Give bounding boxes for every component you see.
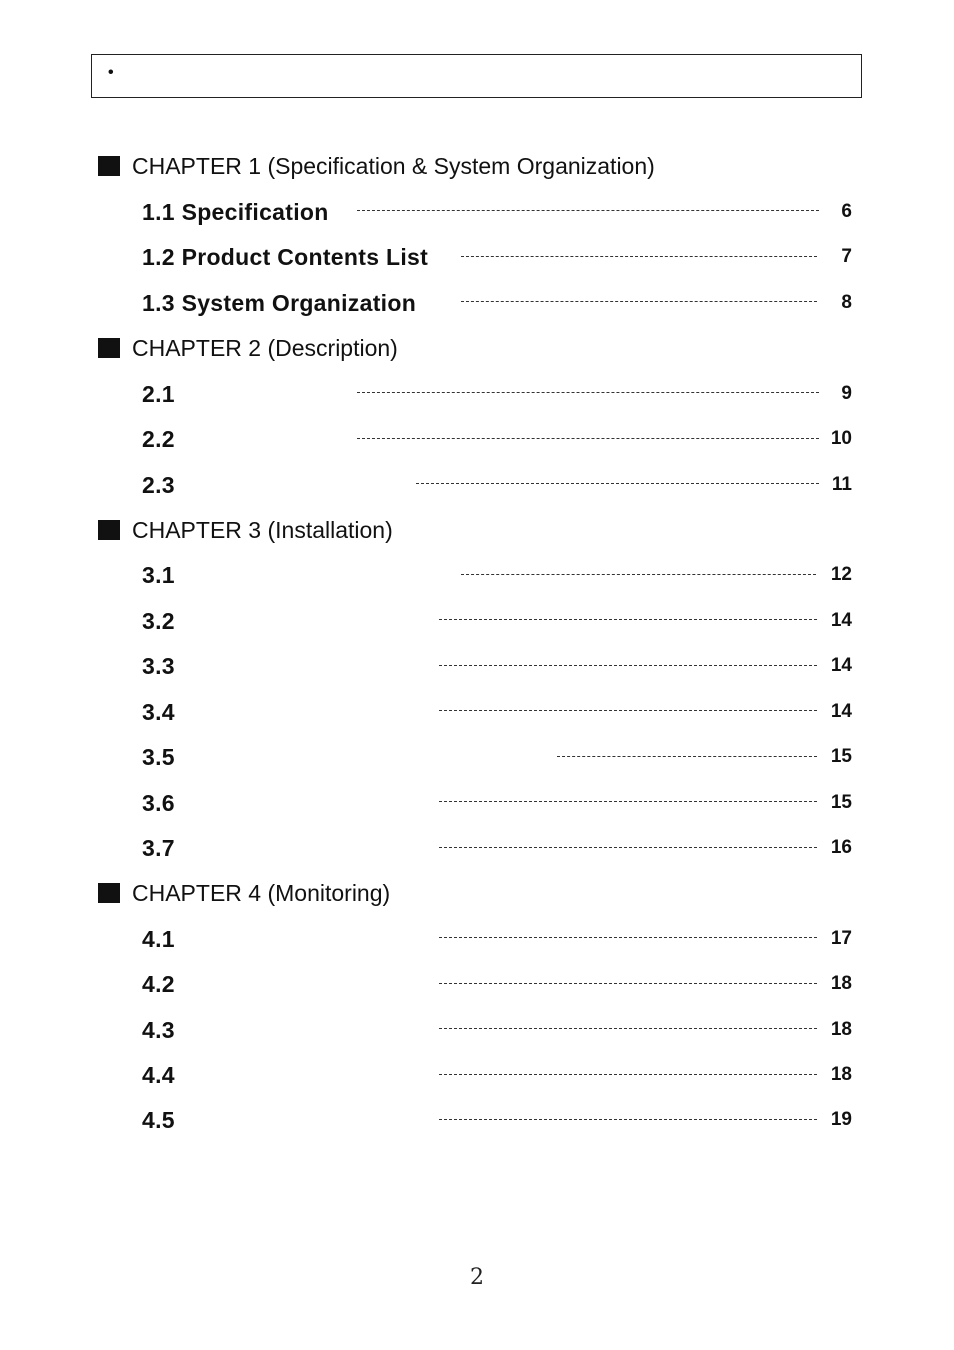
page-number: 14 xyxy=(830,701,852,722)
page-number: 15 xyxy=(830,792,852,813)
page-number: 19 xyxy=(830,1109,852,1130)
section-label: 4.3 xyxy=(142,1017,175,1043)
dotted-leader xyxy=(357,210,819,211)
page-number: 6 xyxy=(841,201,852,222)
section-label: 3.4 xyxy=(142,699,175,725)
page-number: 12 xyxy=(830,564,852,585)
section-label: 1.1 Specification xyxy=(142,199,329,225)
dotted-leader xyxy=(439,1119,817,1120)
dotted-leader xyxy=(557,756,817,757)
dotted-leader xyxy=(439,983,817,984)
dotted-leader xyxy=(357,438,819,439)
page-number: 18 xyxy=(830,1019,852,1040)
page-number: 14 xyxy=(830,610,852,631)
section-label: 3.7 xyxy=(142,835,175,861)
page-number: 17 xyxy=(830,928,852,949)
chapter-title: CHAPTER 4 (Monitoring) xyxy=(132,880,391,906)
section-label: 2.1 xyxy=(142,381,175,407)
page-number: 15 xyxy=(830,746,852,767)
page-number: 10 xyxy=(830,428,852,449)
section-label: 3.1 xyxy=(142,562,175,588)
dotted-leader xyxy=(357,392,819,393)
dotted-leader xyxy=(439,665,817,666)
section-label: 2.3 xyxy=(142,472,175,498)
dotted-leader xyxy=(461,574,816,575)
chapter-title: CHAPTER 3 (Installation) xyxy=(132,517,393,543)
chapter-square-icon xyxy=(98,520,120,540)
dotted-leader xyxy=(461,256,817,257)
chapter-title: CHAPTER 1 (Specification & System Organization) xyxy=(132,153,655,179)
chapter-square-icon xyxy=(98,156,120,176)
page-number: 14 xyxy=(830,655,852,676)
dotted-leader xyxy=(439,801,817,802)
dotted-leader xyxy=(416,483,819,484)
dotted-leader xyxy=(439,710,817,711)
dotted-leader xyxy=(439,1074,817,1075)
section-label: 2.2 xyxy=(142,426,175,452)
dotted-leader xyxy=(439,1028,817,1029)
section-label: 3.3 xyxy=(142,653,175,679)
page-number: 11 xyxy=(831,474,852,495)
section-label: 3.6 xyxy=(142,790,175,816)
footer-page-number: 2 xyxy=(470,1265,484,1290)
header-bullet: • xyxy=(108,64,114,81)
section-label: 3.5 xyxy=(142,744,175,770)
dotted-leader xyxy=(439,847,817,848)
section-label: 3.2 xyxy=(142,608,175,634)
page-number: 18 xyxy=(830,1064,852,1085)
section-label: 1.2 Product Contents List xyxy=(142,244,429,270)
dotted-leader xyxy=(461,301,817,302)
section-label: 4.5 xyxy=(142,1107,175,1133)
chapter-square-icon xyxy=(98,883,120,903)
section-label: 4.1 xyxy=(142,926,175,952)
section-label: 4.4 xyxy=(142,1062,175,1088)
page-number: 9 xyxy=(841,383,852,404)
dotted-leader xyxy=(439,619,817,620)
page-number: 16 xyxy=(830,837,852,858)
dotted-leader xyxy=(439,937,817,938)
section-label: 1.3 System Organization xyxy=(142,290,417,316)
chapter-title: CHAPTER 2 (Description) xyxy=(132,335,398,361)
header-box xyxy=(91,54,862,98)
page-number: 8 xyxy=(841,292,852,313)
section-label: 4.2 xyxy=(142,971,175,997)
page-number: 18 xyxy=(830,973,852,994)
page-number: 7 xyxy=(841,246,852,267)
chapter-square-icon xyxy=(98,338,120,358)
